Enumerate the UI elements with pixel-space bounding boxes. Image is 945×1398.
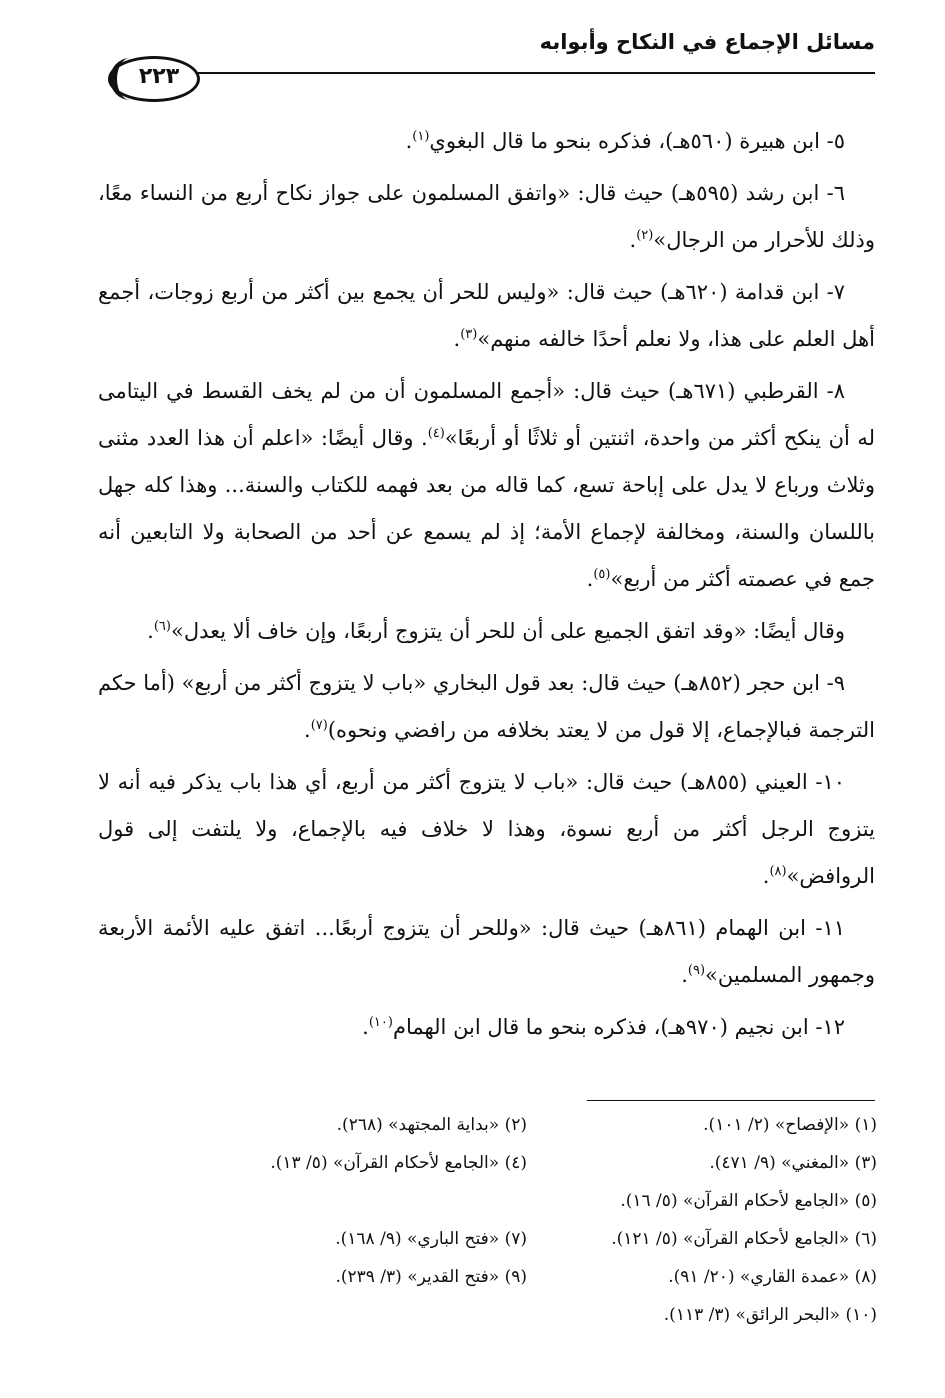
paragraph-6 (98, 170, 875, 264)
paragraph-tail: . (362, 1015, 369, 1039)
paragraph-5 (98, 118, 875, 165)
footnote-10: (١٠) «البحر الرائق» (٣/ ١١٣). (663, 1305, 877, 1325)
footnote-7: (٧) «فتح الباري» (٩/ ١٦٨). (335, 1229, 527, 1249)
paragraph-8-continued (98, 608, 875, 655)
paragraph-tail: . (453, 327, 461, 351)
footnote-ref[interactable]: (٨) (769, 864, 787, 879)
footnote-3: (٣) «المغني» (٩/ ٤٧١). (709, 1153, 877, 1173)
paragraph-10 (98, 759, 875, 900)
paragraph-text: ١١- ابن الهمام (٨٦١هـ) حيث قال: «وللحر أن يتزوج أربعًا... اتفق عليه الأئمة الأربعة وجمهور المسلمين» (98, 916, 875, 987)
paragraph-text: ٦- ابن رشد (٥٩٥هـ) حيث قال: «واتفق المسلمون على جواز نكاح أربع من النساء معًا، وذلك للأحرار من الرجال» (98, 181, 875, 252)
paragraph-text: ٧- ابن قدامة (٦٢٠هـ) حيث قال: «وليس للحر أن يجمع بين أكثر من أربع زوجات، أجمع أهل العلم على هذا، ولا نعلم أحدًا خالفه منهم» (98, 280, 875, 351)
footnote-1: (١) «الإفصاح» (٢/ ١٠١). (703, 1115, 877, 1135)
body-text (98, 118, 875, 1056)
paragraph-7 (98, 269, 875, 363)
paragraph-tail: . (762, 864, 770, 888)
page-number: ٢٢٣ (138, 64, 180, 89)
paragraph-text: ٨- القرطبي (٦٧١هـ) حيث قال: «أجمع المسلمون أن من لم يخف القسط في اليتامى له أن ينكح أكثر من واحدة، اثنتين أو ثلاثًا أو أربعًا» (98, 379, 875, 450)
paragraph-tail: . (681, 963, 688, 987)
footnote-9: (٩) «فتح القدير» (٣/ ٢٣٩). (335, 1267, 527, 1287)
footnote-ref[interactable]: (٩) (687, 963, 706, 978)
paragraph-tail: . (147, 619, 154, 643)
footnote-ref[interactable]: (٣) (460, 327, 478, 342)
footnote-separator (587, 1100, 875, 1101)
paragraph-text: وقال أيضًا: «وقد اتفق الجميع على أن للحر أن يتزوج أربعًا، وإن خاف ألا يعدل» (170, 619, 845, 643)
paragraph-tail: . وقال أيضًا: «اعلم أن هذا العدد مثنى وثلاث ورباع لا يدل على إباحة تسع، كما قاله من بعد فهمه للكتاب والسنة... وهذا كله جهل باللسان والسنة، ومخالفة لإجماع الأمة؛ إذ لم يسمع عن أحد من الصحابة ولا التابعين أنه جمع في عصمته أكثر من أربع» (98, 426, 875, 591)
footnote-ref[interactable]: (٤) (427, 426, 445, 441)
paragraph-8 (98, 368, 875, 603)
paragraph-text: ٩- ابن حجر (٨٥٢هـ) حيث قال: بعد قول البخاري «باب لا يتزوج أكثر من أربع» (أما حكم الترجمة فبالإجماع، إلا قول من لا يعتد بخلافه من رافضي ونحوه) (98, 671, 875, 742)
paragraph-text: ٥- ابن هبيرة (٥٦٠هـ)، فذكره بنحو ما قال البغوي (429, 129, 845, 153)
footnote-8: (٨) «عمدة القاري» (٢٠/ ٩١). (668, 1267, 877, 1287)
footnote-ref[interactable]: (٦) (153, 619, 171, 634)
footnote-6: (٦) «الجامع لأحكام القرآن» (٥/ ١٢١). (611, 1229, 877, 1249)
footnote-ref[interactable]: (٥) (593, 567, 611, 582)
paragraph-tail: . (405, 129, 413, 153)
paragraph-11 (98, 905, 875, 999)
footnote-2: (٢) «بداية المجتهد» (٢٦٨). (336, 1115, 527, 1135)
footnote-5: (٥) «الجامع لأحكام القرآن» (٥/ ١٦). (620, 1191, 877, 1211)
paragraph-tail: . (629, 228, 637, 252)
footnotes (117, 1115, 877, 1345)
paragraph-text: ١٢- ابن نجيم (٩٧٠هـ)، فذكره بنحو ما قال ابن الهمام (392, 1015, 845, 1039)
footnote-4: (٤) «الجامع لأحكام القرآن» (٥/ ١٣). (270, 1153, 527, 1173)
footnote-ref[interactable]: (٧) (310, 718, 328, 733)
paragraph-text: ١٠- العيني (٨٥٥هـ) حيث قال: «باب لا يتزوج أكثر من أربع، أي هذا باب يذكر فيه أنه لا يتزوج الرجل أكثر من أربع نسوة، وهذا لا خلاف فيه بالإجماع، ولا يلتفت إلى قول الروافض» (98, 770, 875, 888)
header-rule (195, 72, 875, 74)
footnote-ref[interactable]: (١) (412, 129, 430, 144)
footnote-ref[interactable]: (١٠) (368, 1015, 393, 1030)
footnote-ref[interactable]: (٢) (636, 228, 654, 243)
paragraph-tail: . (586, 567, 594, 591)
paragraph-tail: . (304, 718, 311, 742)
running-title: مسائل الإجماع في النكاح وأبوابه (539, 30, 875, 54)
paragraph-9 (98, 660, 875, 754)
paragraph-12 (98, 1004, 875, 1051)
